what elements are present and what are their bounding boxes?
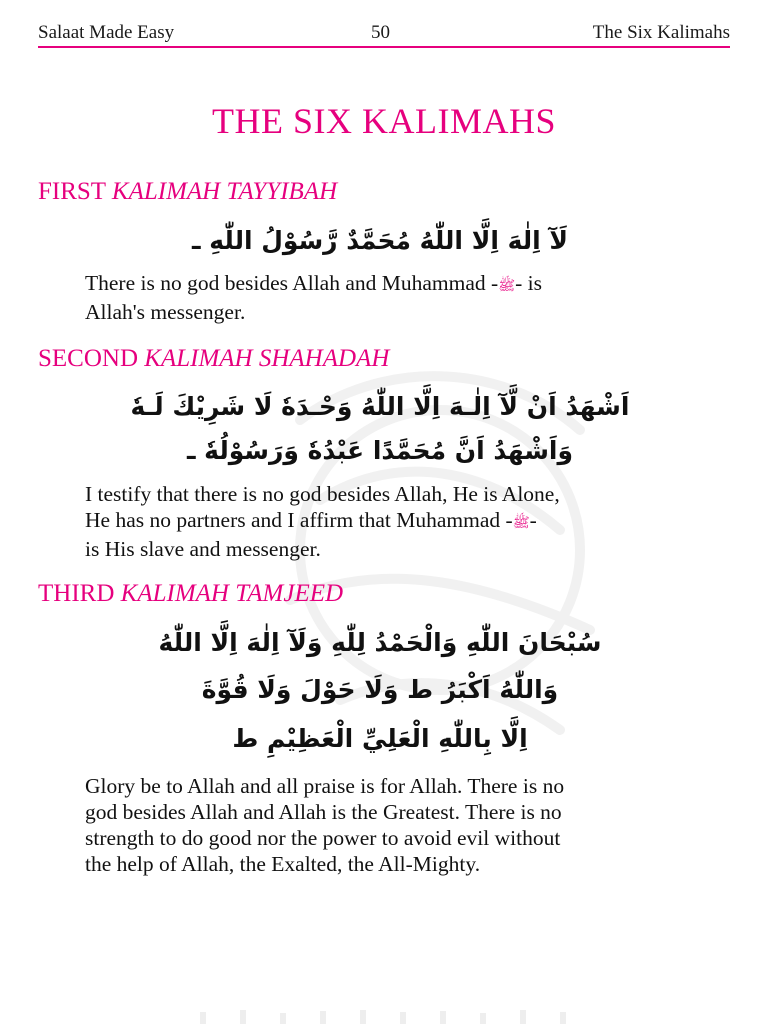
translation-text: [85, 773, 705, 877]
section-name: KALIMAH TAMJEED: [120, 580, 344, 607]
translation-line: -: [529, 508, 537, 532]
translation-line: is His slave and messenger.: [85, 537, 321, 561]
running-header: [38, 20, 730, 46]
translation-line: god besides Allah and Allah is the Greatest. There is no: [85, 800, 562, 824]
arabic-text: لَآ اِلٰهَ اِلَّا اللّٰهُ مُحَمَّدٌ رَّسُوْلُ اللّٰهِ ـ: [191, 226, 569, 255]
translation-line: There is no god besides Allah and Muhammad -: [85, 271, 499, 295]
translation-text: [85, 481, 705, 562]
page-number: 50: [371, 22, 390, 43]
section-name: KALIMAH SHAHADAH: [144, 345, 390, 372]
translation-text: [85, 270, 705, 325]
pbuh-icon: ﷺ: [512, 515, 530, 531]
section-heading-second: [38, 345, 389, 373]
section-heading-third: [38, 580, 343, 608]
header-divider: [38, 46, 730, 48]
translation-line: the help of Allah, the Exalted, the All-Mighty.: [85, 852, 481, 876]
section-ordinal: THIRD: [38, 580, 115, 607]
translation-line: Glory be to Allah and all praise is for Allah. There is no: [85, 774, 565, 798]
arabic-text: وَاَشْهَدُ اَنَّ مُحَمَّدًا عَبْدُهٗ وَرَسُوْلُهٗ ـ: [186, 436, 574, 465]
section-heading-first: [38, 178, 337, 206]
book-title: Salaat Made Easy: [38, 22, 175, 43]
translation-line: strength to do good nor the power to avoid evil without: [85, 826, 561, 850]
arabic-text: سُبْحَانَ اللّٰهِ وَالْحَمْدُ لِلّٰهِ وَلَآ اِلٰهَ اِلَّا اللّٰهُ: [158, 628, 602, 657]
section-ordinal: FIRST: [38, 178, 106, 205]
pbuh-icon: ﷺ: [498, 278, 516, 294]
translation-line: He has no partners and I affirm that Muhammad -: [85, 508, 513, 532]
arabic-text: وَاللّٰهُ اَكْبَرُ ط وَلَا حَوْلَ وَلَا قُوَّةَ: [201, 675, 559, 704]
page-title: THE SIX KALIMAHS: [212, 101, 556, 141]
translation-line: I testify that there is no god besides Allah, He is Alone,: [85, 482, 560, 506]
arabic-text: اَشْهَدُ اَنْ لَّآ اِلٰـهَ اِلَّا اللّٰهُ وَحْـدَهٗ لَا شَرِيْكَ لَـهٗ: [130, 392, 630, 421]
section-name: KALIMAH TAYYIBAH: [111, 178, 338, 205]
page-bottom-ornament: [200, 1010, 600, 1024]
translation-line: - is: [515, 271, 542, 295]
arabic-text: اِلَّا بِاللّٰهِ الْعَلِيِّ الْعَظِيْمِ ط: [232, 724, 528, 753]
chapter-title: The Six Kalimahs: [592, 22, 730, 43]
translation-line: Allah's messenger.: [85, 300, 246, 324]
section-ordinal: SECOND: [38, 345, 139, 372]
